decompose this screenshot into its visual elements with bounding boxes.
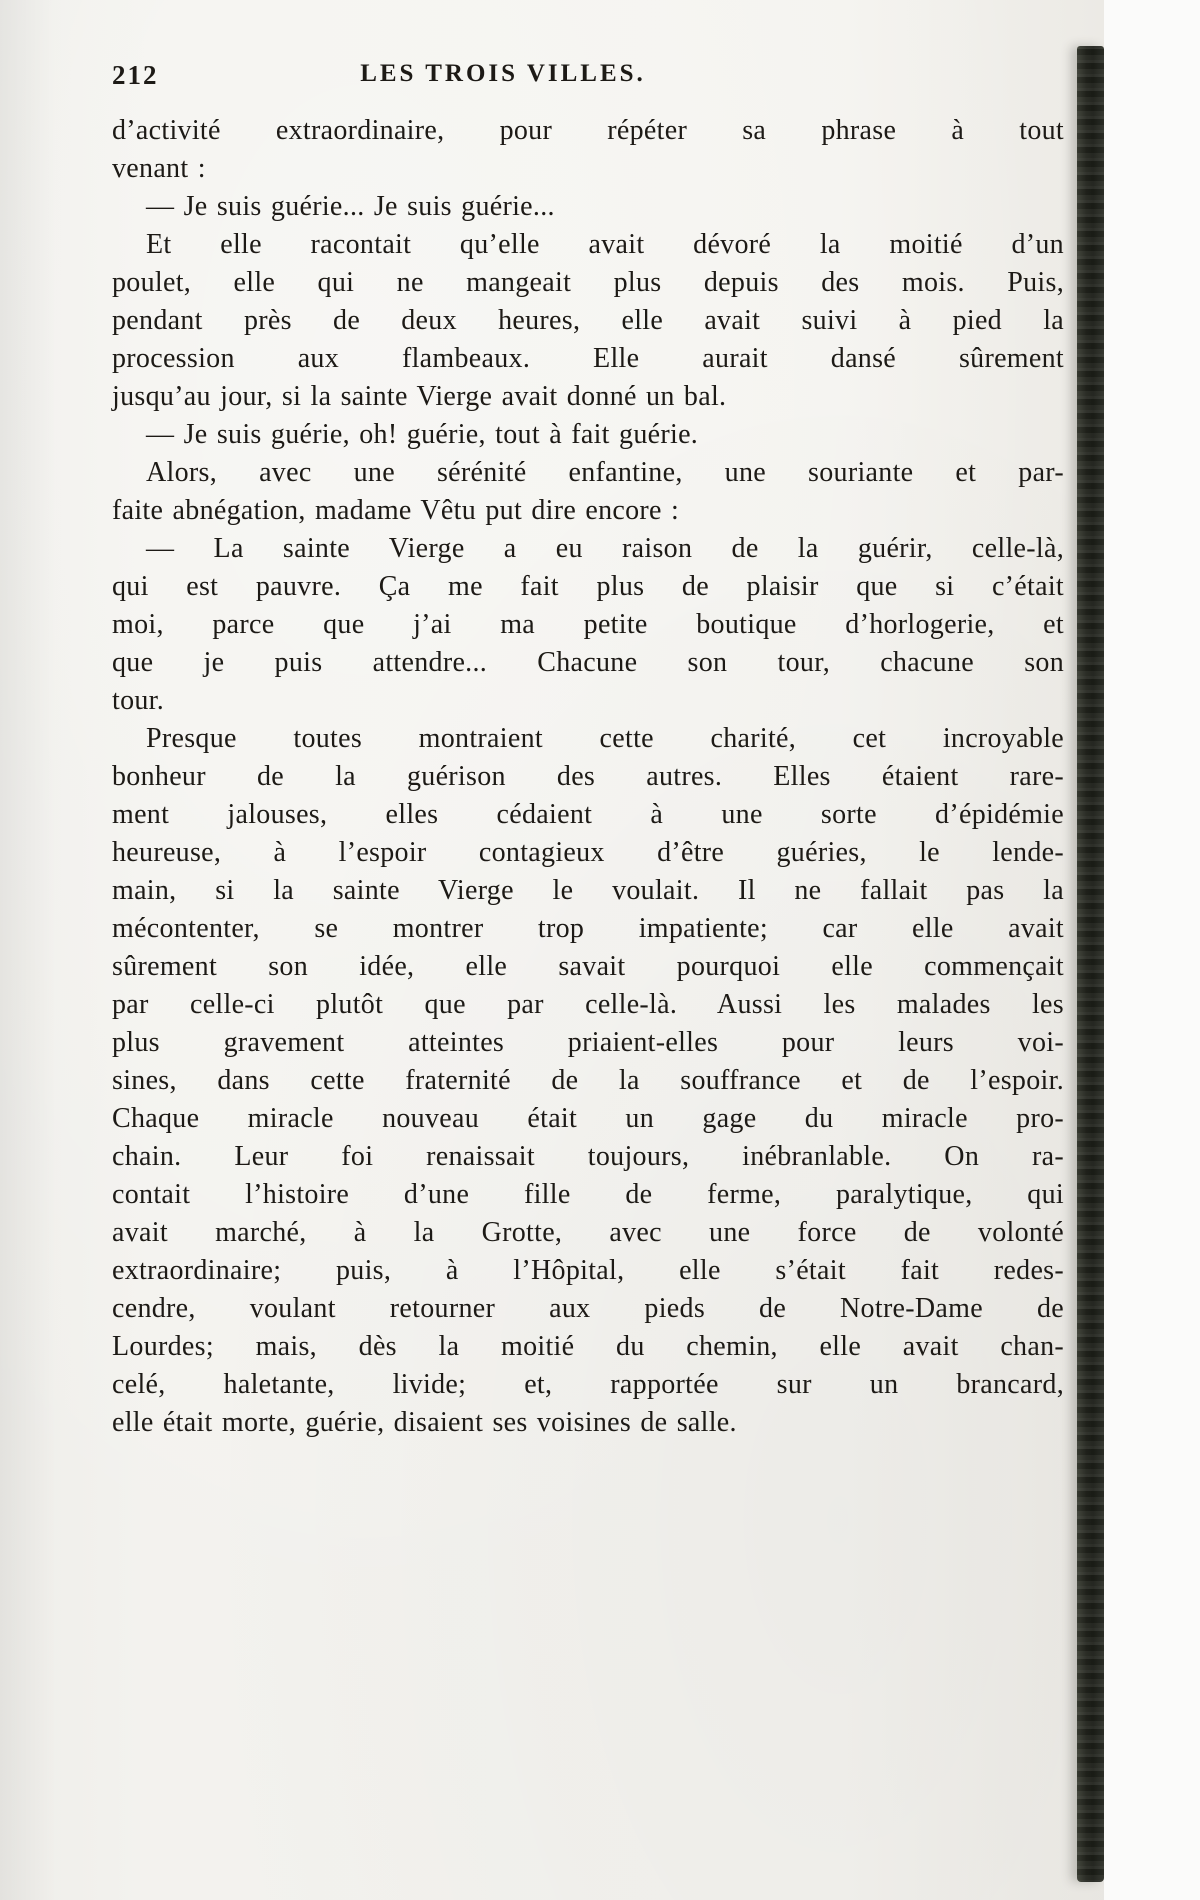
text-line: jusqu’au jour, si la sainte Vierge avait donné un bal. bbox=[112, 381, 727, 412]
text-line: d’activité extraordinaire, pour répéter sa phrase à tout bbox=[112, 115, 1064, 146]
text-line: venant : bbox=[112, 153, 206, 184]
paragraph bbox=[112, 188, 1064, 226]
text-line: pendant près de deux heures, elle avait suivi à pied la bbox=[112, 305, 1064, 336]
text-line: avait marché, à la Grotte, avec une force de volonté bbox=[112, 1217, 1064, 1248]
text-line: cendre, voulant retourner aux pieds de Notre-Dame de bbox=[112, 1293, 1064, 1324]
text-line: faite abnégation, madame Vêtu put dire encore : bbox=[112, 495, 680, 526]
text-line: celé, haletante, livide; et, rapportée sur un brancard, bbox=[112, 1369, 1064, 1400]
running-title: LES TROIS VILLES. bbox=[360, 60, 646, 87]
text-line: — Je suis guérie... Je suis guérie... bbox=[146, 191, 555, 222]
paragraph bbox=[112, 720, 1064, 1442]
paragraph bbox=[112, 416, 1064, 454]
text-line: bonheur de la guérison des autres. Elles étaient rare- bbox=[112, 761, 1064, 792]
page-text bbox=[112, 112, 1064, 1442]
text-line: tour. bbox=[112, 685, 165, 716]
book-binding-strip bbox=[1077, 46, 1104, 1882]
paragraph bbox=[112, 530, 1064, 720]
text-line: que je puis attendre... Chacune son tour, chacune son bbox=[112, 647, 1064, 678]
text-line: qui est pauvre. Ça me fait plus de plaisir que si c’était bbox=[112, 571, 1064, 602]
paragraph bbox=[112, 226, 1064, 416]
page-header bbox=[112, 58, 1064, 98]
text-line: Chaque miracle nouveau était un gage du miracle pro- bbox=[112, 1103, 1064, 1134]
text-line: sûrement son idée, elle savait pourquoi elle commençait bbox=[112, 951, 1064, 982]
text-line: extraordinaire; puis, à l’Hôpital, elle s’était fait redes- bbox=[112, 1255, 1064, 1286]
text-line: mécontenter, se montrer trop impatiente; car elle avait bbox=[112, 913, 1064, 944]
text-line: heureuse, à l’espoir contagieux d’être guéries, le lende- bbox=[112, 837, 1064, 868]
text-line: Et elle racontait qu’elle avait dévoré la moitié d’un bbox=[146, 229, 1064, 260]
text-line: contait l’histoire d’une fille de ferme, paralytique, qui bbox=[112, 1179, 1064, 1210]
text-line: procession aux flambeaux. Elle aurait dansé sûrement bbox=[112, 343, 1064, 374]
text-line: moi, parce que j’ai ma petite boutique d’horlogerie, et bbox=[112, 609, 1064, 640]
text-line: poulet, elle qui ne mangeait plus depuis des mois. Puis, bbox=[112, 267, 1064, 298]
text-line: Presque toutes montraient cette charité, cet incroyable bbox=[146, 723, 1064, 754]
page-number: 212 bbox=[112, 60, 159, 90]
text-line: — Je suis guérie, oh! guérie, tout à fait guérie. bbox=[146, 419, 699, 450]
text-line: Lourdes; mais, dès la moitié du chemin, elle avait chan- bbox=[112, 1331, 1064, 1362]
scanner-margin bbox=[1104, 0, 1200, 1900]
text-line: main, si la sainte Vierge le voulait. Il ne fallait pas la bbox=[112, 875, 1064, 906]
text-line: Alors, avec une sérénité enfantine, une souriante et par- bbox=[146, 457, 1064, 488]
text-line: chain. Leur foi renaissait toujours, inébranlable. On ra- bbox=[112, 1141, 1064, 1172]
paragraph bbox=[112, 112, 1064, 188]
text-line: par celle-ci plutôt que par celle-là. Aussi les malades les bbox=[112, 989, 1064, 1020]
text-line: plus gravement atteintes priaient-elles pour leurs voi- bbox=[112, 1027, 1064, 1058]
text-line: ment jalouses, elles cédaient à une sorte d’épidémie bbox=[112, 799, 1064, 830]
text-line: — La sainte Vierge a eu raison de la guérir, celle-là, bbox=[146, 533, 1064, 564]
text-line: sines, dans cette fraternité de la souffrance et de l’espoir. bbox=[112, 1065, 1064, 1096]
text-line: elle était morte, guérie, disaient ses voisines de salle. bbox=[112, 1407, 737, 1438]
page-left-shadow bbox=[0, 0, 70, 1900]
paragraph bbox=[112, 454, 1064, 530]
